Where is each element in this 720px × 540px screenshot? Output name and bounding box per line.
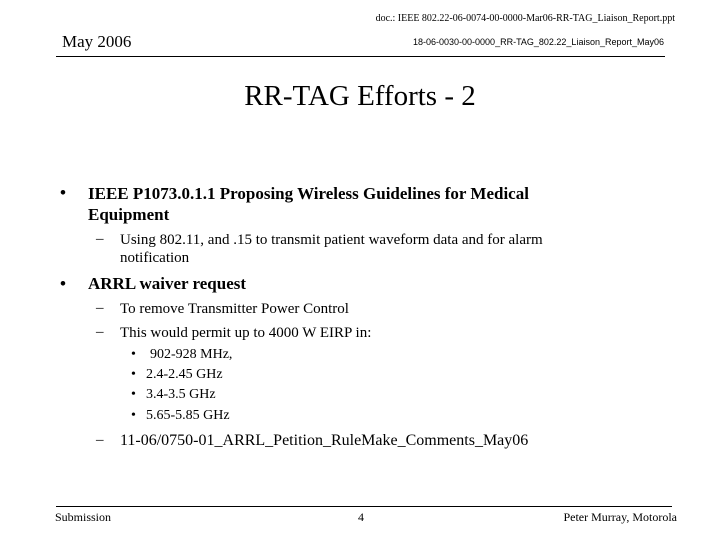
sub-bullet-text: 11-06/0750-01_ARRL_Petition_RuleMake_Comments_May06	[120, 432, 529, 449]
document-reference: doc.: IEEE 802.22-06-0074-00-0000-Mar06-RR-TAG_Liaison_Report.ppt	[375, 13, 675, 24]
sub-bullet-text	[120, 231, 543, 267]
sub-bullet-text: This would permit up to 4000 W EIRP in:	[120, 325, 372, 341]
header-divider	[56, 56, 665, 57]
sub-bullet-text-line: Using 802.11, and .15 to transmit patient waveform data and for alarm	[120, 232, 543, 248]
bullet-icon: •	[131, 367, 136, 382]
bullet-icon: •	[131, 387, 136, 402]
file-reference: 18-06-0030-00-0000_RR-TAG_802.22_Liaison_Report_May06	[413, 37, 664, 47]
dash-icon: –	[96, 231, 104, 247]
band-text: 3.4-3.5 GHz	[146, 387, 216, 402]
footer-divider	[56, 506, 672, 507]
bullet-text-line: IEEE P1073.0.1.1 Proposing Wireless Guidelines for Medical	[88, 184, 529, 203]
bullet-text-line: Equipment	[88, 205, 170, 224]
slide-title: RR-TAG Efforts - 2	[244, 80, 476, 112]
bullet-text	[88, 183, 529, 225]
dash-icon: –	[96, 300, 104, 316]
bullet-text: ARRL waiver request	[88, 274, 247, 293]
sub-bullet-text: To remove Transmitter Power Control	[120, 301, 349, 317]
bullet-icon: •	[60, 183, 66, 202]
band-text: 5.65-5.85 GHz	[146, 408, 230, 423]
sub-bullet-text-line: notification	[120, 250, 190, 266]
band-text: 902-928 MHz,	[150, 347, 233, 362]
band-text: 2.4-2.45 GHz	[146, 367, 223, 382]
footer-submission: Submission	[55, 510, 112, 524]
dash-icon: –	[96, 432, 104, 448]
footer-author: Peter Murray, Motorola	[563, 510, 677, 524]
bullet-icon: •	[131, 408, 136, 423]
bullet-icon: •	[60, 274, 66, 293]
bullet-icon: •	[131, 347, 136, 362]
dash-icon: –	[96, 324, 104, 340]
page-number: 4	[358, 510, 364, 524]
slide-date: May 2006	[62, 32, 132, 51]
